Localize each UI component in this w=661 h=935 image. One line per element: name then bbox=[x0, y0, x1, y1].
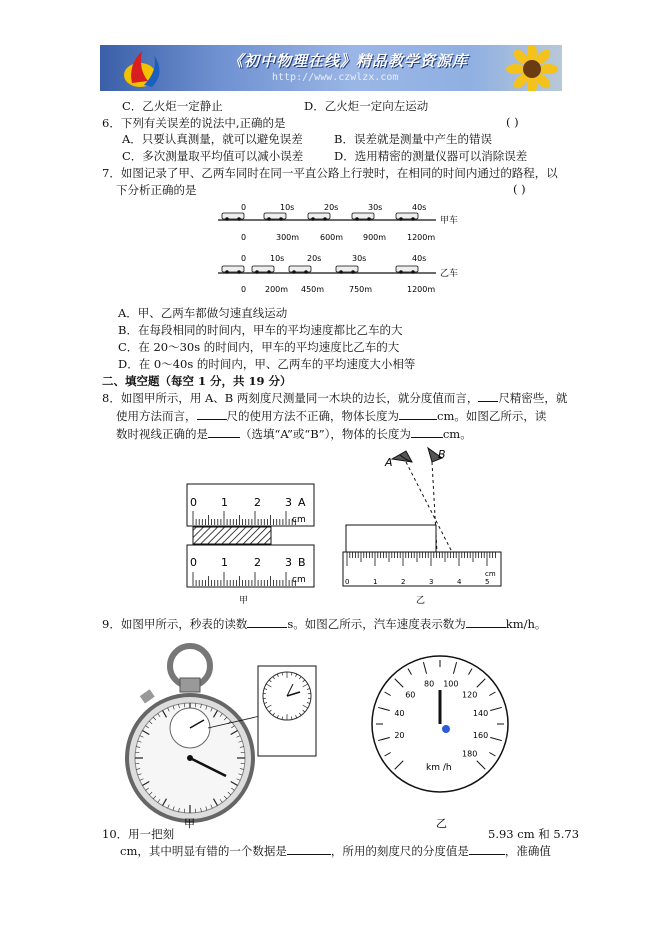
car-wheel bbox=[237, 270, 241, 274]
q7-option-c: C．在 20～30s 的时间内，甲车的平均速度比乙车的大 bbox=[118, 340, 400, 354]
q7-option-d: D．在 0～40s 的时间内，甲、乙两车的平均速度大小相等 bbox=[118, 357, 416, 371]
sunflower-icon bbox=[492, 45, 562, 91]
ruler-b-label: B bbox=[298, 556, 306, 569]
car-b-dist-1: 200m bbox=[265, 285, 289, 294]
car-icon bbox=[396, 213, 418, 219]
header-banner bbox=[100, 45, 562, 91]
car-icon bbox=[396, 266, 418, 272]
ruler-b-num-1: 1 bbox=[221, 556, 228, 569]
car-icon bbox=[222, 213, 244, 219]
speedometer-number: 120 bbox=[462, 690, 478, 700]
car-a-dist-4: 1200m bbox=[407, 233, 436, 242]
car-wheel bbox=[225, 270, 229, 274]
car-wheel bbox=[292, 270, 296, 274]
car-wheel bbox=[351, 270, 355, 274]
car-a-label: 甲车 bbox=[440, 216, 459, 226]
car-a-dist-2: 600m bbox=[320, 233, 344, 242]
ruler-a-label: A bbox=[298, 496, 306, 509]
speedometer-icon bbox=[372, 656, 508, 792]
car-a-time-4: 40s bbox=[412, 203, 427, 212]
q8-blank-2[interactable] bbox=[197, 419, 227, 420]
car-wheel bbox=[411, 270, 415, 274]
q10-blank-1[interactable] bbox=[287, 854, 331, 855]
q8-blank-4[interactable] bbox=[208, 437, 240, 438]
q9-caption-left: 甲 bbox=[184, 817, 195, 830]
car-a-dist-0: 0 bbox=[241, 233, 247, 242]
car-b-dist-2: 450m bbox=[301, 285, 325, 294]
ruler-b-num-3: 3 bbox=[285, 556, 292, 569]
car-a-dist-3: 900m bbox=[363, 233, 387, 242]
ruler-a-num-1: 1 bbox=[221, 496, 228, 509]
q8-ruler-figure bbox=[0, 440, 661, 610]
car-icon bbox=[289, 266, 311, 272]
car-wheel bbox=[367, 217, 371, 221]
q7-car-diagram bbox=[0, 198, 661, 308]
car-wheel bbox=[267, 270, 271, 274]
q10-blank-2[interactable] bbox=[469, 854, 505, 855]
speedometer-number: 80 bbox=[424, 679, 435, 689]
q6-option-b: B．误差就是测量中产生的错误 bbox=[334, 132, 492, 146]
q6-option-a: A．只要认真测量，就可以避免误差 bbox=[122, 132, 303, 146]
q10-line1-b: 5.93 cm 和 5.73 bbox=[488, 827, 580, 841]
ruler-a-num-0: 0 bbox=[190, 496, 197, 509]
ruler-c-num: 0 bbox=[345, 578, 350, 586]
speedometer-number: 60 bbox=[405, 690, 416, 700]
ruler-c-num: 1 bbox=[373, 578, 378, 586]
car-wheel bbox=[355, 217, 359, 221]
car-wheel bbox=[279, 217, 283, 221]
car-wheel bbox=[399, 270, 403, 274]
q9-blank-2[interactable] bbox=[466, 627, 506, 628]
car-icon bbox=[264, 213, 286, 219]
car-icon bbox=[336, 266, 358, 272]
car-a-time-0: 0 bbox=[241, 203, 247, 212]
car-b-time-1: 10s bbox=[270, 254, 285, 263]
q10-line1-a: 10．用一把刻 bbox=[102, 827, 175, 841]
car-a-time-1: 10s bbox=[280, 203, 295, 212]
ruler-c-num: 3 bbox=[429, 578, 434, 586]
ruler-a-num-3: 3 bbox=[285, 496, 292, 509]
eye-a-label: A bbox=[385, 456, 393, 469]
q8-caption-right: 乙 bbox=[416, 596, 426, 606]
q5-option-d: D．乙火炬一定向左运动 bbox=[304, 99, 429, 113]
ruler-b-unit: cm bbox=[292, 575, 306, 585]
car-b-dist-0: 0 bbox=[241, 285, 247, 294]
q9-line: 9．如图甲所示，秒表的读数 s。如图乙所示，汽车速度表示数为 km/h。 bbox=[102, 617, 547, 631]
logo-icon bbox=[118, 45, 178, 91]
q6-stem: 6．下列有关误差的说法中,正确的是 bbox=[102, 116, 286, 130]
q6-option-d: D．选用精密的测量仪器可以消除误差 bbox=[334, 149, 528, 163]
car-a-time-2: 20s bbox=[324, 203, 339, 212]
car-b-time-4: 40s bbox=[412, 254, 427, 263]
car-icon bbox=[222, 266, 244, 272]
car-icon bbox=[308, 213, 330, 219]
q8-caption-left: 甲 bbox=[239, 596, 249, 606]
q8-line2: 使用方法而言， 尺的使用方法不正确，物体长度为 cm。如图乙所示，读 bbox=[116, 409, 547, 423]
ruler-b-num-0: 0 bbox=[190, 556, 197, 569]
section-2-heading: 二、填空题（每空 1 分，共 19 分） bbox=[102, 374, 292, 388]
header-url: http://www.czwlzx.com bbox=[272, 72, 399, 83]
q8-line1: 8．如图甲所示，用 A、B 两刻度尺测量同一木块的边长，就分度值而言， 尺精密些，就 bbox=[102, 391, 568, 405]
q6-option-c: C．多次测量取平均值可以减小误差 bbox=[122, 149, 304, 163]
q8-blank-5[interactable] bbox=[411, 437, 443, 438]
car-wheel bbox=[237, 217, 241, 221]
speedometer-number: 180 bbox=[462, 749, 478, 759]
speedometer-unit: km /h bbox=[426, 763, 452, 773]
car-b-label: 乙车 bbox=[440, 269, 459, 279]
car-wheel bbox=[311, 217, 315, 221]
car-wheel bbox=[411, 217, 415, 221]
speedometer-number: 140 bbox=[472, 709, 489, 719]
speedometer-number: 100 bbox=[443, 679, 459, 689]
car-a-dist-1: 300m bbox=[276, 233, 300, 242]
car-wheel bbox=[399, 217, 403, 221]
q5-option-c: C．乙火炬一定静止 bbox=[122, 99, 223, 113]
car-b-dist-4: 1200m bbox=[407, 285, 436, 294]
q6-paren: ( ) bbox=[506, 115, 519, 129]
car-wheel bbox=[255, 270, 259, 274]
eye-b-label: B bbox=[438, 448, 446, 461]
q7-option-a: A．甲、乙两车都做匀速直线运动 bbox=[118, 306, 288, 320]
speedometer-number: 40 bbox=[394, 709, 405, 719]
car-wheel bbox=[323, 217, 327, 221]
car-b-dist-3: 750m bbox=[349, 285, 373, 294]
q7-stem-line1: 7．如图记录了甲、乙两车同时在同一平直公路上行驶时，在相同的时间内通过的路程，以 bbox=[102, 166, 558, 180]
ruler-c-unit: cm bbox=[485, 570, 496, 578]
ruler-c-num: 4 bbox=[457, 578, 462, 586]
header-title: 《初中物理在线》精品教学资源库 bbox=[228, 52, 469, 70]
ruler-a-num-2: 2 bbox=[254, 496, 261, 509]
ruler-a-unit: cm bbox=[292, 515, 306, 525]
q8-blank-3[interactable] bbox=[399, 419, 437, 420]
car-b-time-3: 30s bbox=[352, 254, 367, 263]
stopwatch-icon bbox=[127, 646, 316, 821]
car-b-time-2: 20s bbox=[307, 254, 322, 263]
car-wheel bbox=[267, 217, 271, 221]
q9-figure bbox=[0, 636, 661, 836]
car-icon bbox=[352, 213, 374, 219]
q9-caption-right: 乙 bbox=[436, 817, 447, 830]
ruler-c-num: 2 bbox=[401, 578, 406, 586]
ruler-b-num-2: 2 bbox=[254, 556, 261, 569]
car-b-time-0: 0 bbox=[241, 254, 247, 263]
q8-blank-1[interactable] bbox=[478, 401, 498, 402]
car-a-time-3: 30s bbox=[368, 203, 383, 212]
q7-stem-line2: 下分析正确的是 bbox=[116, 183, 197, 197]
q8-line3: 数时视线正确的是 （选填“A”或“B”），物体的长度为 cm。 bbox=[116, 427, 472, 441]
car-icon bbox=[252, 266, 274, 272]
speedometer-number: 20 bbox=[394, 730, 405, 740]
q9-blank-1[interactable] bbox=[247, 627, 287, 628]
ruler-c-num: 5 bbox=[485, 578, 490, 586]
car-wheel bbox=[339, 270, 343, 274]
q7-paren: ( ) bbox=[513, 182, 526, 196]
car-wheel bbox=[304, 270, 308, 274]
eye-a-icon bbox=[392, 451, 412, 462]
q7-option-b: B．在每段相同的时间内，甲车的平均速度都比乙车的大 bbox=[118, 323, 403, 337]
speedometer-number: 160 bbox=[472, 730, 489, 740]
car-wheel bbox=[225, 217, 229, 221]
q10-line2: cm，其中明显有错的一个数据是 ，所用的刻度尺的分度值是 ，准确值 bbox=[120, 844, 551, 858]
